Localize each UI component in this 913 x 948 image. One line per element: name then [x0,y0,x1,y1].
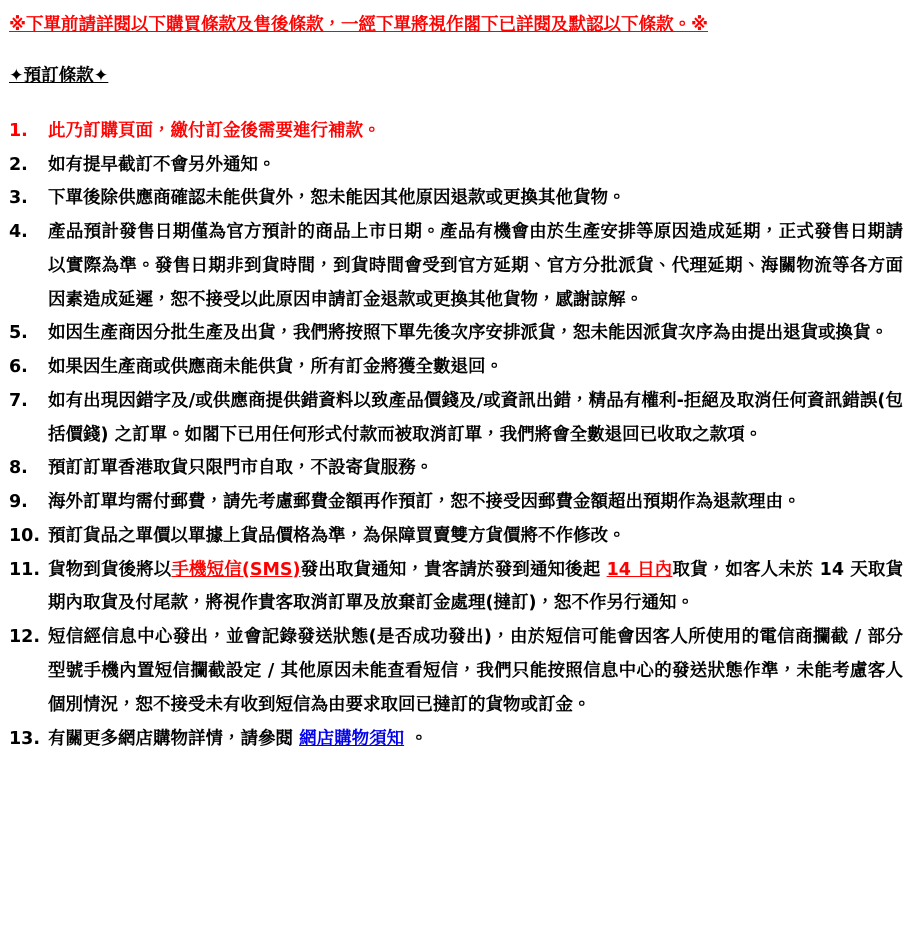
term-item-text [48,351,903,385]
term-text-segment: 。 [404,728,428,749]
term-text-segment: 如因生產商因分批生產及出貨，我們將按照下單先後次序安排派貨，恕未能因派貨次序為由提出退貨或換貨。 [48,323,888,344]
term-text-segment: 手機短信(SMS) [171,559,301,580]
term-item-text [48,182,903,216]
term-item [9,216,903,317]
term-item [9,351,903,385]
term-item-number: 6. [9,357,28,378]
term-item-text [48,452,903,486]
term-text-segment: 預訂貨品之單價以單據上貨品價格為準，為保障買賣雙方貨價將不作修改。 [48,525,626,546]
term-item-text [48,149,903,183]
term-text-segment: 取貨，如客人未於 14 天取貨期內取貨及付尾款，將視作貴客取消訂單及放棄訂金處理(撻訂)，恕不作另行通知。 [48,559,904,614]
term-text-segment: 如有出現因錯字及/或供應商提供錯資料以致產品價錢及/或資訊出錯，精品有權利-拒絕及取消任何資訊錯誤(包括價錢) 之訂單。如閣下已用任何形式付款而被取消訂單，我們將會全數退回已收取之款項。 [48,390,903,445]
term-text-segment: 如果因生產商或供應商未能供貨，所有訂金將獲全數退回。 [48,357,503,378]
term-item-number: 3. [9,188,28,209]
term-text-segment: 短信經信息中心發出，並會記錄發送狀態(是否成功發出)，由於短信可能會因客人所使用的電信商攔截 / 部分型號手機內置短信攔截設定 / 其他原因未能查看短信，我們只能按照信息中心的發送狀態作準，未能考慮客人個別情況，恕不接受未有收到短信為由要求取回已撻訂的貨物或訂金。 [48,627,903,715]
term-text-segment: 產品預計發售日期僅為官方預計的商品上市日期。產品有機會由於生產安排等原因造成延期，正式發售日期請以實際為準。發售日期非到貨時間，到貨時間會受到官方延期、官方分批派貨、代理延期、海關物流等各方面因素造成延遲，恕不接受以此原因申請訂金退款或更換其他貨物，感謝諒解。 [48,222,903,310]
terms-list [9,115,903,757]
term-item-number: 4. [9,222,28,243]
term-item-text [48,486,903,520]
term-item-text [48,621,903,722]
term-text-segment: 14 日內 [606,559,673,580]
term-item-number: 12. [9,627,41,648]
term-item-text [48,216,903,317]
term-text-segment: 海外訂單均需付郵費，請先考慮郵費金額再作預訂，恕不接受因郵費金額超出預期作為退款理由。 [48,492,801,513]
term-item [9,182,903,216]
term-item [9,115,903,149]
term-item-number: 7. [9,390,28,411]
term-item [9,554,903,622]
term-item [9,723,903,757]
term-text-segment: 發出取貨通知，貴客請於發到通知後起 [300,559,607,580]
term-item [9,385,903,453]
term-item [9,149,903,183]
term-text-segment: 下單後除供應商確認未能供貨外，恕未能因其他原因退款或更換其他貨物。 [48,188,626,209]
term-item [9,520,903,554]
term-text-segment: 貨物到貨後將以 [48,559,172,580]
term-item-number: 1. [9,120,28,141]
term-item-text [48,115,903,149]
term-item [9,317,903,351]
term-item-number: 9. [9,492,28,513]
store-shopping-notice-link[interactable]: 網店購物須知 [299,728,405,749]
term-item-text [48,723,903,757]
term-item [9,486,903,520]
term-text-segment: 如有提早截訂不會另外通知。 [48,154,276,175]
term-item [9,621,903,722]
term-item [9,452,903,486]
term-item-number: 5. [9,323,28,344]
preorder-terms-title: ✦預訂條款✦ [9,66,109,87]
term-item-text [48,520,903,554]
term-item-number: 11. [9,559,41,580]
term-text-segment: 預訂訂單香港取貨只限門市自取，不設寄貨服務。 [48,458,433,479]
term-item-number: 2. [9,154,28,175]
term-item-text [48,554,903,622]
term-item-text [48,385,903,453]
term-item-number: 13. [9,728,41,749]
term-item-number: 8. [9,458,28,479]
purchase-terms-notice: ※下單前請詳閱以下購買條款及售後條款，一經下單將視作閣下已詳閱及默認以下條款。※ [9,15,709,35]
term-item-text [48,317,903,351]
term-item-number: 10. [9,525,41,546]
term-text-segment: 有關更多網店購物詳情，請參閱 [48,728,300,749]
term-text-segment: 此乃訂購頁面，繳付訂金後需要進行補款。 [48,120,381,141]
